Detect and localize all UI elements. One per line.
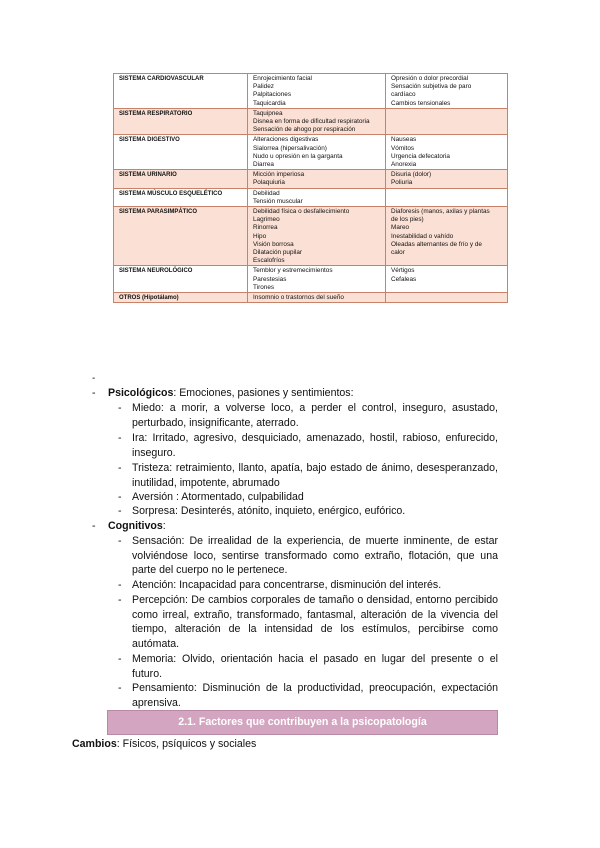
symptom-line: Vómitos	[391, 144, 415, 152]
table-row	[114, 207, 508, 266]
symptom-line: calor	[391, 249, 405, 257]
list-item: - Percepción: De cambios corporales de tamaño o densidad, entorno percibido como irreal, extraño, transformado, fantasmal, alteración de la vivencia del tiempo, alteración de la intensidad de los estímulos, percibirse como autómata.	[132, 593, 498, 651]
symptom-line: Disnea en forma de dificultad respiratoria	[253, 118, 370, 126]
table-row	[114, 108, 508, 135]
symptom-line: cardíaco	[391, 91, 416, 99]
table-row	[114, 135, 508, 170]
table-cell-system: OTROS (Hipotálamo)	[114, 293, 248, 303]
symptom-line: Oleadas alternantes de frío y de	[391, 240, 482, 248]
table-row	[114, 293, 508, 303]
symptom-line: Escalofríos	[253, 257, 285, 265]
symptom-line: Enrojecimiento facial	[253, 75, 312, 82]
table-cell-symptoms	[248, 170, 386, 188]
list-dash: -	[92, 387, 96, 399]
table-cell-symptoms	[386, 188, 508, 206]
list-item: - Sensación: De irrealidad de la experiencia, de muerte inminente, de estar volviéndose loco, sentirse transformado como extraño, flotación, que una parte del cuerpo no le pertenece.	[132, 534, 498, 578]
symptom-line: Nauseas	[391, 136, 417, 144]
symptom-line: Cefaleas	[391, 275, 417, 283]
table-cell-symptoms	[386, 207, 508, 266]
table-cell-system: SISTEMA RESPIRATORIO	[114, 108, 248, 135]
symptom-line: Opresión o dolor precordial	[391, 75, 469, 82]
symptom-line: Polaquiuria	[253, 179, 285, 187]
symptom-line: Parestesias	[253, 275, 287, 283]
symptom-line: Palidez	[253, 83, 274, 91]
symptom-line: Diaforesis (manos, axilas y plantas	[391, 208, 490, 216]
symptom-line: Tirones	[253, 283, 275, 291]
table-cell-symptoms	[248, 108, 386, 135]
cambios-line	[72, 737, 256, 751]
list-item: - Atención: Incapacidad para concentrarse, disminución del interés.	[132, 578, 498, 593]
symptom-line: Taquipnea	[253, 109, 283, 117]
symptom-line: Diarrea	[253, 161, 274, 169]
table-cell-system: SISTEMA CARDIOVASCULAR	[114, 74, 248, 109]
cambios-rest: : Físicos, psíquicos y sociales	[116, 738, 257, 750]
cognitivos-heading	[108, 519, 166, 534]
table-cell-system: SISTEMA MÚSCULO ESQUELÉTICO	[114, 188, 248, 206]
cambios-label: Cambios	[72, 738, 117, 750]
symptom-line: Visión borrosa	[253, 240, 294, 248]
symptom-line: Micción imperiosa	[253, 171, 305, 179]
symptom-line: Tensión muscular	[253, 197, 303, 205]
symptom-line: Debilidad	[253, 189, 280, 197]
list-item: - Pensamiento: Disminución de la productividad, preocupación, expectación aprensiva.	[132, 681, 498, 710]
symptom-line: Mareo	[391, 224, 410, 232]
table-cell-symptoms	[386, 108, 508, 135]
table-row	[114, 188, 508, 206]
symptom-line: Palpitaciones	[253, 91, 292, 99]
table-cell-symptoms	[386, 293, 508, 303]
table-row	[114, 74, 508, 109]
symptom-line: Debilidad física o desfallecimiento	[253, 208, 350, 216]
table-cell-symptoms	[386, 266, 508, 293]
table-cell-system: SISTEMA NEUROLÓGICO	[114, 266, 248, 293]
symptom-line: Poliuria	[391, 179, 413, 187]
symptom-line: Inestabilidad o vahído	[391, 232, 454, 240]
symptom-line: Insomnio o trastornos del sueño	[253, 294, 344, 302]
symptom-line: Sensación subjetiva de paro	[391, 83, 472, 91]
list-dash: -	[92, 520, 96, 532]
symptom-line: Disuria (dolor)	[391, 171, 432, 179]
symptom-line: Vértigos	[391, 267, 415, 275]
table-cell-symptoms	[386, 170, 508, 188]
symptom-line: Urgencia defecatoria	[391, 152, 450, 160]
table-cell-symptoms	[248, 135, 386, 170]
symptom-line: Alteraciones digestivas	[253, 136, 319, 144]
symptom-line: Temblor y estremecimientos	[253, 267, 333, 275]
psicologicos-heading	[108, 386, 354, 401]
psicologicos-rest: : Emociones, pasiones y sentimientos:	[173, 387, 354, 399]
table-cell-symptoms	[248, 188, 386, 206]
cognitivos-rest: :	[162, 520, 166, 532]
list-item: - Ira: Irritado, agresivo, desquiciado, amenazado, hostil, rabioso, enfurecido, inseguro.	[132, 431, 498, 460]
symptoms-table	[113, 73, 507, 303]
list-item: - Tristeza: retraimiento, llanto, apatía, bajo estado de ánimo, desesperanzado, inutilidad, impotente, abrumado	[132, 461, 498, 490]
cognitivos-label: Cognitivos	[108, 520, 163, 532]
symptom-line: Lagrimeo	[253, 216, 280, 224]
table-cell-system: SISTEMA DIGESTIVO	[114, 135, 248, 170]
table-cell-system: SISTEMA URINARIO	[114, 170, 248, 188]
table-cell-symptoms	[248, 266, 386, 293]
table-cell-symptoms	[248, 207, 386, 266]
symptom-line: Anorexia	[391, 161, 417, 169]
symptom-line: Dilatación pupilar	[253, 249, 303, 257]
psicologicos-label: Psicológicos	[108, 387, 174, 399]
symptom-line: Cambios tensionales	[391, 99, 451, 107]
table-cell-symptoms	[248, 293, 386, 303]
symptom-line: Sensación de ahogo por respiración	[253, 126, 356, 134]
symptom-line: Sialorrea (hipersalivación)	[253, 144, 327, 152]
symptom-line: de los pies)	[391, 216, 424, 224]
symptom-line: Nudo u opresión en la garganta	[253, 152, 343, 160]
list-item: - Aversión : Atormentado, culpabilidad	[132, 490, 498, 505]
list-item: - Sorpresa: Desinterés, atónito, inquieto, enérgico, eufórico.	[132, 504, 498, 519]
section-banner: 2.1. Factores que contribuyen a la psicopatología	[107, 710, 498, 735]
table-row	[114, 266, 508, 293]
list-item: - Miedo: a morir, a volverse loco, a perder el control, inseguro, asustado, perturbado, insignificante, aterrado.	[132, 401, 498, 430]
symptom-line: Hipo	[253, 232, 267, 240]
symptom-line: Taquicardia	[253, 99, 286, 107]
table-row	[114, 170, 508, 188]
table-cell-symptoms	[386, 74, 508, 109]
table-cell-system: SISTEMA PARASIMPÁTICO	[114, 207, 248, 266]
symptom-line: Rinorrea	[253, 224, 278, 232]
lone-dash: -	[92, 373, 96, 384]
table-cell-symptoms	[386, 135, 508, 170]
table-cell-symptoms	[248, 74, 386, 109]
list-item: - Memoria: Olvido, orientación hacia el pasado en lugar del presente o el futuro.	[132, 652, 498, 681]
